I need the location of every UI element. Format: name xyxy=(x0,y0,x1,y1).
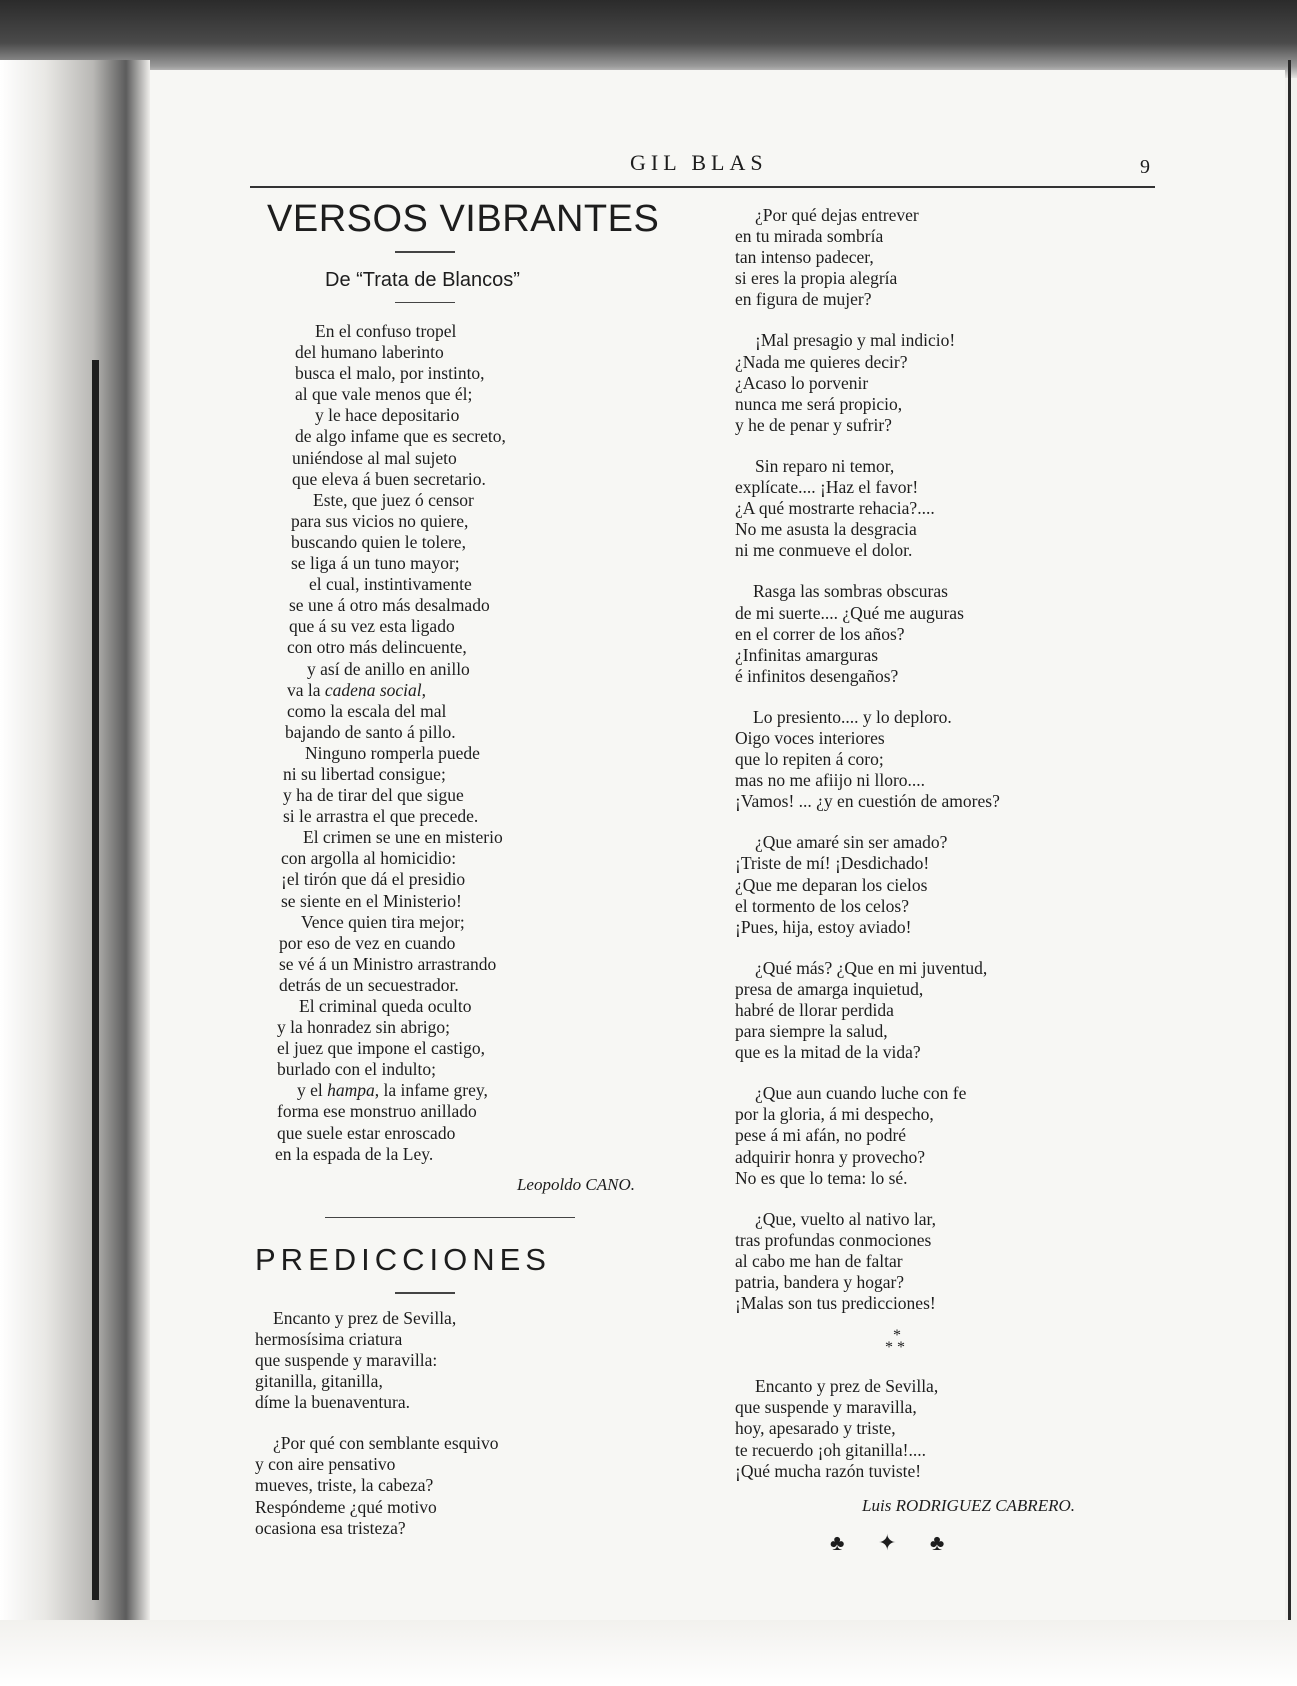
poem-line: como la escala del mal xyxy=(287,700,447,721)
poem-line: nunca me será propicio, xyxy=(735,393,903,414)
signature-cano: Leopoldo CANO. xyxy=(516,1174,635,1194)
poem-line: con otro más delincuente, xyxy=(287,637,467,658)
poem-line: ¿Por qué dejas entrever xyxy=(755,205,919,225)
poem-line: que lo repiten á coro; xyxy=(735,749,884,770)
poem-line: ocasiona esa tristeza? xyxy=(255,1517,406,1538)
poem-line: Oigo voces interiores xyxy=(735,727,885,748)
poem-line: va la cadena social, xyxy=(287,679,426,700)
poem-line: hermosísima criatura xyxy=(255,1328,403,1349)
poem-line: uniéndose al mal sujeto xyxy=(292,447,457,468)
stanza xyxy=(735,958,1135,1063)
poem-line: del humano laberinto xyxy=(295,342,444,363)
poem-line: en la espada de la Ley. xyxy=(275,1143,434,1164)
poem-line: ni su libertad consigue; xyxy=(283,763,446,784)
poem-line: mueves, triste, la cabeza? xyxy=(255,1475,434,1496)
poem-line: ¿Qué más? ¿Que en mi juventud, xyxy=(755,957,988,978)
poem-line: ¿Que amaré sin ser amado? xyxy=(755,832,948,853)
predicciones-right xyxy=(735,205,1135,1482)
poem-line: de algo infame que es secreto, xyxy=(295,426,506,447)
poem-line: se siente en el Ministerio! xyxy=(281,890,462,911)
poem-line: por la gloria, á mi despecho, xyxy=(735,1104,934,1125)
stanza xyxy=(735,1209,1135,1314)
poem-line: que suspende y maravilla, xyxy=(735,1397,917,1418)
poem-line: y con aire pensativo xyxy=(255,1454,396,1475)
poem-line: y he de penar y sufrir? xyxy=(735,414,892,435)
poem-line: habré de llorar perdida xyxy=(735,1000,894,1020)
poem-line: en figura de mujer? xyxy=(735,289,872,310)
scan-top-shadow xyxy=(0,0,1297,78)
poem-line: tras profundas conmociones xyxy=(735,1229,932,1250)
header-rule xyxy=(250,186,1155,188)
article-title-versos: VERSOS VIBRANTES xyxy=(267,198,660,240)
poem-line: que suspende y maravilla: xyxy=(255,1349,438,1370)
poem-line: burlado con el indulto; xyxy=(277,1059,436,1080)
poem-line: forma ese monstruo anillado xyxy=(277,1101,477,1122)
poem-line: con argolla al homicidio: xyxy=(281,848,457,869)
poem-line: y ha de tirar del que sigue xyxy=(283,785,464,806)
poem-line: gitanilla, gitanilla, xyxy=(255,1371,383,1392)
poem-line: por eso de vez en cuando xyxy=(279,932,456,953)
stanza xyxy=(255,1308,685,1413)
poem-line: Lo presiento.... y lo deploro. xyxy=(753,706,952,727)
poem-line: El criminal queda oculto xyxy=(299,996,472,1016)
poem-line: en tu mirada sombría xyxy=(735,226,884,247)
predicciones-rule xyxy=(395,1292,455,1294)
poem-line: El crimen se une en misterio xyxy=(303,827,503,848)
poem-line: si le arrastra el que precede. xyxy=(283,806,479,827)
poem-line: para sus vicios no quiere, xyxy=(291,510,469,531)
ornament-icon: ♣ ✦ ♣ xyxy=(830,1529,959,1555)
signature-cabrero: Luis RODRIGUEZ CABRERO. xyxy=(862,1495,1075,1515)
article-title-predicciones: PREDICCIONES xyxy=(255,1242,551,1278)
poem-line: díme la buenaventura. xyxy=(255,1392,411,1413)
poem-line: ¡Pues, hija, estoy aviado! xyxy=(735,916,912,937)
italic-word: hampa xyxy=(327,1080,375,1101)
poem-line: que á su vez esta ligado xyxy=(289,616,455,637)
predicciones-left xyxy=(255,1308,685,1539)
poem-line: hoy, apesarado y triste, xyxy=(735,1418,896,1439)
poem-line: ¡Mal presagio y mal indicio! xyxy=(755,330,956,351)
scan-page-edge-left xyxy=(92,360,99,1600)
scan-page-edge-right xyxy=(1288,60,1291,1660)
poem-line: mas no me afiijo ni lloro.... xyxy=(735,770,926,791)
poem-line: y el hampa, la infame grey, xyxy=(297,1080,488,1101)
poem-line: bajando de santo á pillo. xyxy=(285,721,456,742)
article-subtitle: De “Trata de Blancos” xyxy=(325,268,520,291)
poem-line: el tormento de los celos? xyxy=(735,895,909,916)
poem-line: pese á mi afán, no podré xyxy=(735,1125,907,1146)
poem-line: ¿Que aun cuando luche con fe xyxy=(755,1083,967,1104)
poem-line: el cual, instintivamente xyxy=(309,574,472,595)
poem-line: ¡Qué mucha razón tuviste! xyxy=(735,1460,922,1481)
left-column xyxy=(255,198,685,1559)
page-header xyxy=(250,150,1150,192)
stanza xyxy=(735,456,1135,561)
poem-line: tan intenso padecer, xyxy=(735,247,874,268)
poem-line: ¿Nada me quieres decir? xyxy=(735,351,908,372)
poem-line: buscando quien le tolere, xyxy=(291,531,466,552)
stanza xyxy=(735,581,1135,686)
right-column xyxy=(735,205,1135,1556)
italic-phrase: cadena social xyxy=(324,679,422,700)
poem-line: Rasga las sombras obscuras xyxy=(753,581,948,602)
asterism-star: * xyxy=(893,1327,901,1345)
poem-line: é infinitos desengaños? xyxy=(735,665,899,686)
poem-line: en el correr de los años? xyxy=(735,623,905,644)
poem-line: Este, que juez ó censor xyxy=(313,489,474,510)
poem-line: patria, bandera y hogar? xyxy=(735,1272,905,1293)
final-stanza xyxy=(735,1376,1135,1481)
stanza xyxy=(735,330,1135,435)
asterism-stars: * * xyxy=(885,1339,905,1357)
poem-line: y la honradez sin abrigo; xyxy=(277,1017,451,1038)
poem-line: busca el malo, por instinto, xyxy=(295,363,485,384)
poem-line: para siempre la salud, xyxy=(735,1021,888,1042)
poem-line: ¿Que me deparan los cielos xyxy=(735,874,928,895)
poem-line: se vé á un Ministro arrastrando xyxy=(279,953,497,974)
scan-binding-shadow xyxy=(0,60,150,1620)
poem-line: presa de amarga inquietud, xyxy=(735,978,924,999)
poem-line: No me asusta la desgracia xyxy=(735,519,917,540)
poem-line: Ninguno romperla puede xyxy=(305,742,480,763)
page-number: 9 xyxy=(1140,156,1150,178)
poem-line: No es que lo tema: lo sé. xyxy=(735,1167,908,1188)
poem-line: se une á otro más desalmado xyxy=(289,595,490,616)
poem-line: ¡el tirón que dá el presidio xyxy=(281,869,466,890)
poem-line: de mi suerte.... ¿Qué me auguras xyxy=(735,602,964,623)
stanza xyxy=(735,832,1135,937)
poem-line: Sin reparo ni temor, xyxy=(755,455,895,476)
poem-line: ¡Malas son tus predicciones! xyxy=(735,1293,936,1314)
poem-line: que es la mitad de la vida? xyxy=(735,1042,921,1063)
poem-line: ¿Infinitas amarguras xyxy=(735,644,879,665)
poem-line: explícate.... ¡Haz el favor! xyxy=(735,477,919,498)
running-title: GIL BLAS xyxy=(630,150,768,175)
stanza xyxy=(255,1433,685,1538)
poem-line: Encanto y prez de Sevilla, xyxy=(273,1307,457,1328)
poem-line: Vence quien tira mejor; xyxy=(301,911,465,932)
poem-line: al que vale menos que él; xyxy=(295,384,473,405)
poem-line: ¿A qué mostrarte rehacia?.... xyxy=(735,498,935,519)
poem-line: ¿Que, vuelto al nativo lar, xyxy=(755,1208,937,1229)
title-rule xyxy=(395,251,455,253)
poem-line: Encanto y prez de Sevilla, xyxy=(755,1376,939,1397)
poem-line: adquirir honra y provecho? xyxy=(735,1146,925,1167)
poem-line: y le hace depositario xyxy=(315,405,460,426)
stanza xyxy=(735,205,1135,310)
poem-line: ¡Vamos! ... ¿y en cuestión de amores? xyxy=(735,791,1000,812)
scan-bottom-margin xyxy=(0,1620,1297,1686)
section-divider xyxy=(325,1217,575,1219)
poem-line: te recuerdo ¡oh gitanilla!.... xyxy=(735,1439,926,1460)
poem-line: ¡Triste de mí! ¡Desdichado! xyxy=(735,853,930,874)
poem-line: que suele estar enroscado xyxy=(277,1122,456,1143)
poem-line: ¿Por qué con semblante esquivo xyxy=(273,1433,499,1454)
asterism xyxy=(885,1327,1135,1357)
poem-line: y así de anillo en anillo xyxy=(307,658,470,679)
poem-line: detrás de un secuestrador. xyxy=(279,974,459,995)
poem-line: ¿Acaso lo porvenir xyxy=(735,372,869,393)
poem-line: En el confuso tropel xyxy=(315,321,457,341)
stanza xyxy=(735,707,1135,812)
poem-line: el juez que impone el castigo, xyxy=(277,1038,485,1059)
poem-line: al cabo me han de faltar xyxy=(735,1250,903,1271)
poem-line: si eres la propia alegría xyxy=(735,268,898,289)
poem-line: ni me conmueve el dolor. xyxy=(735,540,913,561)
versos-poem xyxy=(275,321,685,1165)
stanza xyxy=(735,1083,1135,1188)
poem-line: se liga á un tuno mayor; xyxy=(291,553,460,574)
poem-line: Respóndeme ¿qué motivo xyxy=(255,1496,437,1517)
subtitle-rule xyxy=(395,302,455,304)
poem-line: que eleva á buen secretario. xyxy=(292,468,486,489)
